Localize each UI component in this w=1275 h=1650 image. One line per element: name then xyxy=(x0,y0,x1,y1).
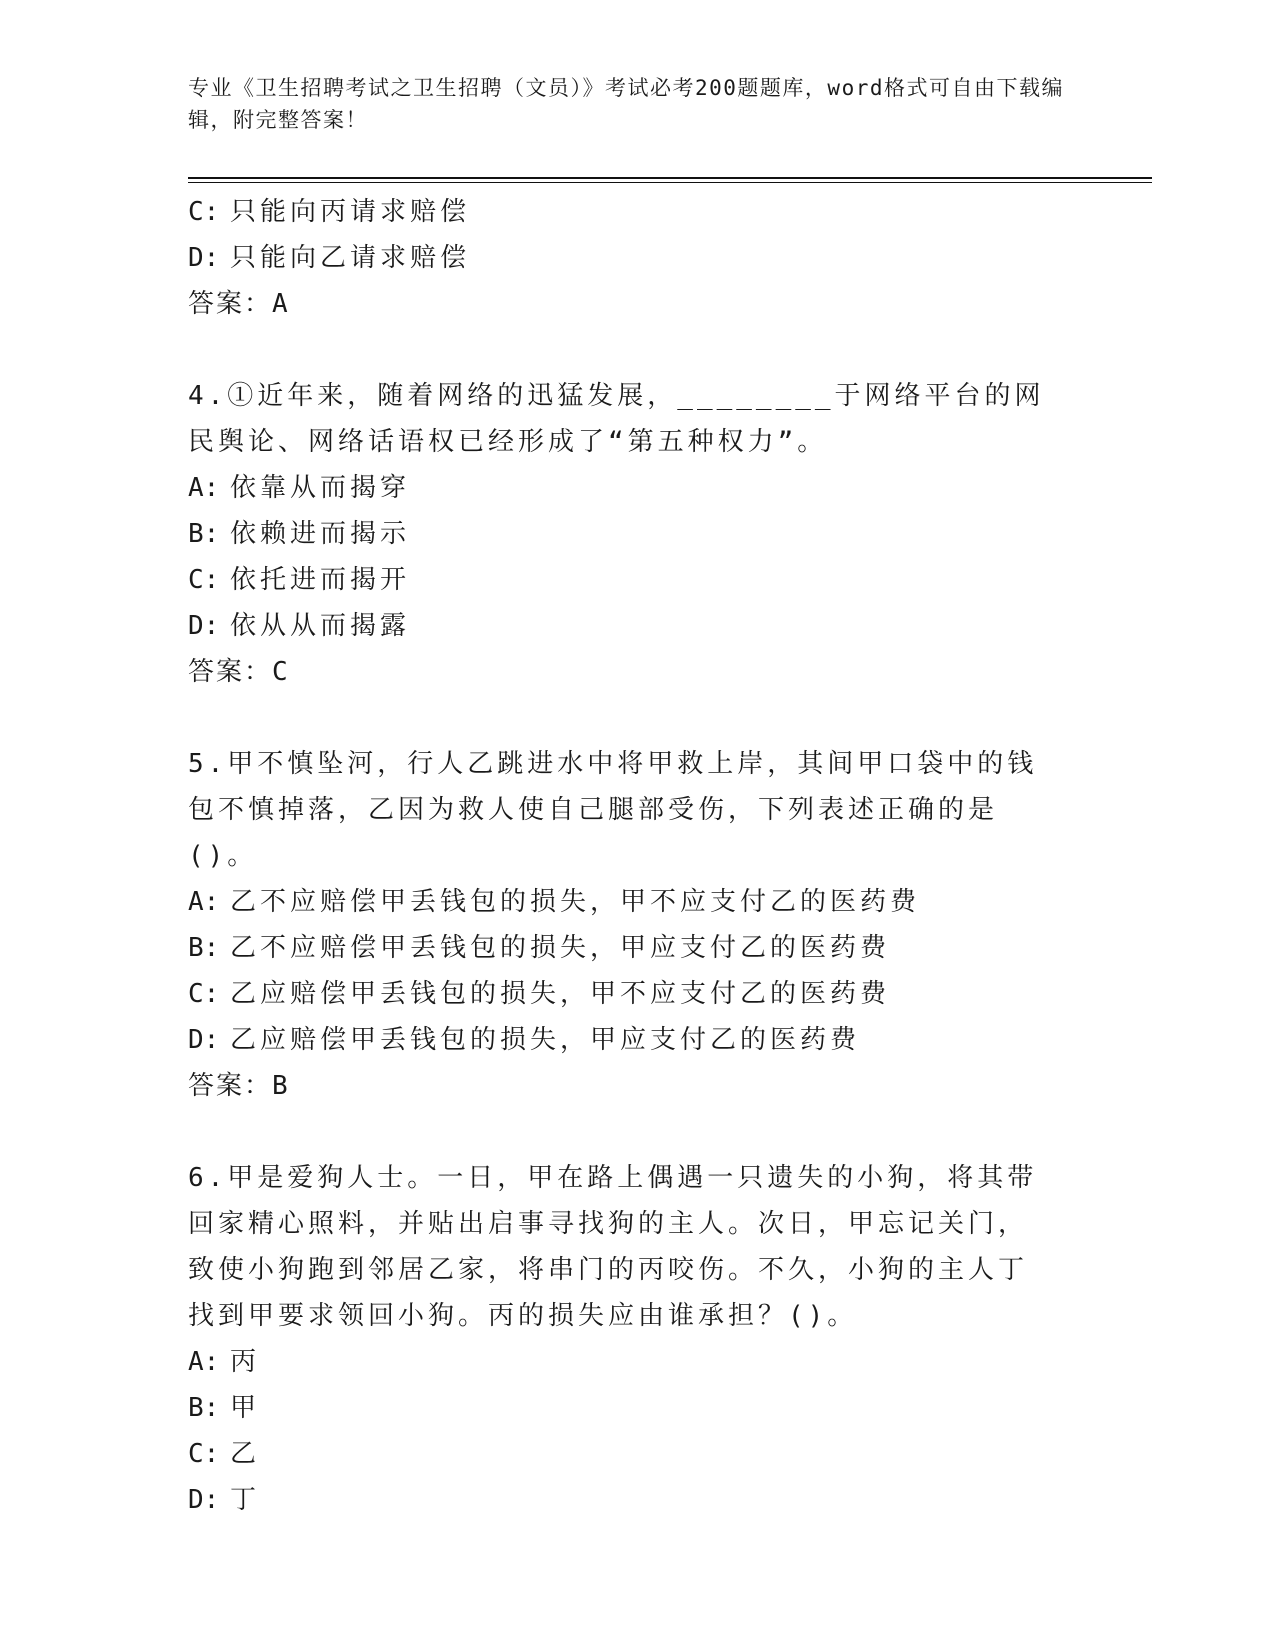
option-text: 依靠从而揭穿 xyxy=(230,473,411,503)
option-text: 丙 xyxy=(230,1347,261,1377)
option-text: 依从从而揭露 xyxy=(230,611,411,641)
option-text: 乙应赔偿甲丢钱包的损失，甲不应支付乙的医药费 xyxy=(230,979,891,1009)
question-text: 6.甲是爱狗人士。一日，甲在路上偶遇一只遗失的小狗，将其带回家精心照料，并贴出启事寻找狗的主人。次日，甲忘记关门，致使小狗跑到邻居乙家，将串门的丙咬伤。不久，小狗的主人丁找到甲要求领回小狗。丙的损失应由谁承担？()。 xyxy=(188,1163,1038,1331)
option-line xyxy=(188,1431,1068,1477)
option-letter: C: xyxy=(188,979,220,1009)
document-body xyxy=(188,189,1068,1523)
option-line xyxy=(188,971,1068,1017)
option-letter: D: xyxy=(188,243,220,273)
option-text: 乙 xyxy=(230,1439,261,1469)
option-letter: A: xyxy=(188,1347,220,1377)
option-text: 乙不应赔偿甲丢钱包的损失，甲不应支付乙的医药费 xyxy=(230,887,921,917)
header-rule-thick xyxy=(188,177,1152,179)
option-text: 只能向乙请求赔偿 xyxy=(230,243,471,273)
option-letter: D: xyxy=(188,1485,220,1515)
answer-line: 答案：B xyxy=(188,1071,290,1101)
option-letter: A: xyxy=(188,473,220,503)
option-line xyxy=(188,465,1068,511)
option-line xyxy=(188,189,1068,235)
option-letter: B: xyxy=(188,519,220,549)
option-line xyxy=(188,557,1068,603)
question-5 xyxy=(188,741,1068,1109)
option-text: 只能向丙请求赔偿 xyxy=(230,197,471,227)
option-letter: B: xyxy=(188,933,220,963)
question-4 xyxy=(188,373,1068,695)
question-text: 5.甲不慎坠河，行人乙跳进水中将甲救上岸，其间甲口袋中的钱包不慎掉落，乙因为救人使自己腿部受伤，下列表述正确的是()。 xyxy=(188,749,1038,871)
header-rule-thin xyxy=(188,182,1152,183)
document-header: 专业《卫生招聘考试之卫生招聘（文员）》考试必考200题题库，word格式可自由下载编辑，附完整答案！ xyxy=(188,76,1064,132)
option-letter: A: xyxy=(188,887,220,917)
prev-question xyxy=(188,189,1068,327)
option-text: 甲 xyxy=(230,1393,261,1423)
option-line xyxy=(188,925,1068,971)
option-line xyxy=(188,235,1068,281)
option-letter: B: xyxy=(188,1393,220,1423)
option-text: 丁 xyxy=(230,1485,261,1515)
option-letter: C: xyxy=(188,565,220,595)
option-line xyxy=(188,511,1068,557)
option-line xyxy=(188,1385,1068,1431)
option-line xyxy=(188,1017,1068,1063)
option-line xyxy=(188,879,1068,925)
option-text: 乙不应赔偿甲丢钱包的损失，甲应支付乙的医药费 xyxy=(230,933,891,963)
option-text: 乙应赔偿甲丢钱包的损失，甲应支付乙的医药费 xyxy=(230,1025,861,1055)
question-6 xyxy=(188,1155,1068,1523)
option-text: 依托进而揭开 xyxy=(230,565,411,595)
option-letter: D: xyxy=(188,1025,220,1055)
answer-line: 答案：C xyxy=(188,657,290,687)
option-line xyxy=(188,1339,1068,1385)
question-text: 4.①近年来，随着网络的迅猛发展，________于网络平台的网民舆论、网络话语权已经形成了“第五种权力”。 xyxy=(188,381,1045,457)
option-letter: D: xyxy=(188,611,220,641)
option-text: 依赖进而揭示 xyxy=(230,519,411,549)
option-line xyxy=(188,603,1068,649)
answer-line: 答案：A xyxy=(188,289,290,319)
option-line xyxy=(188,1477,1068,1523)
option-letter: C: xyxy=(188,197,220,227)
option-letter: C: xyxy=(188,1439,220,1469)
